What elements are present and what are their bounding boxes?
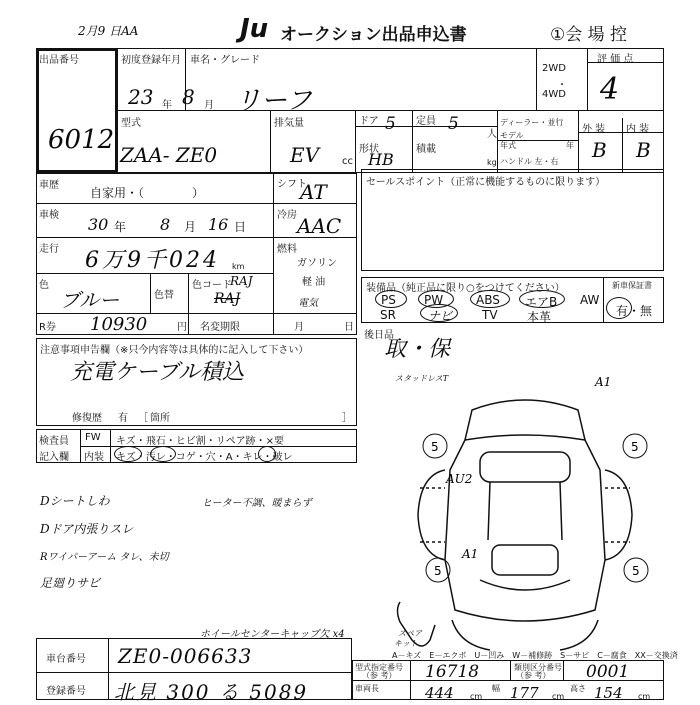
equip-aw: AW — [580, 293, 600, 307]
equip-airbag: エアB — [525, 295, 558, 309]
r-ticket-label: R券 — [39, 322, 56, 333]
equip-navi-circle — [420, 304, 458, 322]
2wd-label: 2WD — [542, 63, 566, 74]
lot-number-label: 出品番号 — [39, 55, 79, 66]
damage-legend: A－キズ E－エクボ U－凹み W－補修跡 S－サビ C－腐食 XX－交換済 — [392, 651, 678, 660]
equip-navi-mark: ナビ — [428, 309, 453, 323]
equip-airbag-circle — [519, 290, 565, 308]
displacement-label: 排気量 — [274, 118, 304, 129]
equip-ps: PS — [381, 293, 396, 307]
type-designation-label: 型式指定番号 — [355, 663, 403, 672]
color-label: 色 — [39, 280, 49, 291]
repair-yes: 有 — [118, 413, 128, 424]
load-label: 積載 — [416, 144, 436, 155]
sales-point-label: セールスポイント（正常に機能するものに限ります） — [366, 177, 606, 188]
car-name-label: 車名・グレード — [190, 55, 260, 66]
equip-leather: 本革 — [527, 310, 552, 324]
date-text: 2月9 日AA — [78, 24, 139, 38]
category-label: 類別区分番号 — [514, 663, 562, 672]
width-label: 幅 — [492, 684, 500, 693]
entry-label: 記入欄 — [39, 452, 69, 463]
category-value: 0001 — [586, 662, 630, 682]
color-change-label: 色替 — [154, 290, 174, 301]
damage-mark-a1-top: A1 — [595, 375, 612, 389]
shift-value: AT — [300, 180, 327, 204]
history-label: 車歴 — [39, 180, 59, 191]
lot-number-value: 6012 — [48, 125, 115, 155]
mileage-value: 6万9千024 — [85, 248, 220, 273]
chassis-value: ZE0-006633 — [118, 644, 253, 668]
warranty-options: 有・無 — [616, 304, 653, 318]
shape-value: HB — [368, 150, 394, 169]
score-value: 4 — [600, 72, 620, 107]
doors-label: ドア — [359, 116, 379, 127]
displacement-value: EV — [290, 143, 320, 167]
equip-sr: SR — [380, 308, 396, 322]
inspection-year: 30 — [88, 215, 109, 234]
int-label: 内装 — [84, 452, 104, 463]
notes-value: 充電ケーブル積込 — [70, 360, 245, 385]
damage-mark-a1-bottom: A1 — [462, 547, 479, 561]
exterior-grade: B — [592, 138, 607, 162]
car-damage-diagram — [380, 370, 670, 660]
remark-5: ヒーター不調、暖まらず — [202, 498, 312, 509]
int-items: キズ・汚レ・コゲ・穴・A・キレ・破レ — [116, 452, 293, 463]
car-name-value: リーフ — [235, 86, 312, 116]
first-reg-label: 初度登録年月 — [121, 55, 181, 66]
remark-2: Dドア内張りスレ — [40, 522, 134, 536]
tire-rear-left-tread: 5 — [434, 564, 442, 578]
first-reg-year: 23 — [128, 85, 154, 109]
notes-label: 注意事項申告欄（※只今内容等は具体的に記入して下さい） — [40, 345, 309, 356]
repair-place-label: 箇所 — [150, 413, 170, 424]
remark-4: 足廻りサビ — [40, 576, 101, 590]
r-ticket-value: 10930 — [90, 314, 148, 335]
shape-label: 形状 — [359, 144, 379, 155]
height-value: 154 — [594, 684, 623, 702]
score-label: 評 価 点 — [597, 54, 634, 65]
shift-label: シフト — [277, 179, 307, 190]
remark-1: Dシートしわ — [40, 494, 110, 508]
tire-front-left-tread: 5 — [431, 440, 439, 454]
inspector-label: 検査員 — [39, 436, 69, 447]
dealer-import-label: ディーラー・並行 — [500, 118, 564, 127]
venue-copy-label: ①会 場 控 — [550, 25, 628, 45]
equip-abs-circle — [470, 290, 510, 308]
fuel-label: 燃料 — [277, 244, 297, 255]
doors-value: 5 — [385, 114, 396, 134]
inspection-month: 8 — [160, 215, 171, 234]
fuel-gasoline: ガソリン — [297, 258, 337, 269]
equip-pw: PW — [424, 293, 444, 307]
type-designation-value: 16718 — [425, 662, 480, 682]
remark-8: スペア — [398, 629, 422, 638]
model-value: ZAA- ZE0 — [120, 143, 218, 167]
inspection-day: 16 — [208, 215, 229, 234]
name-change-label: 名変期限 — [200, 322, 240, 333]
handle-label: ハンドル 左・右 — [500, 157, 559, 166]
tire-front-right-tread: 5 — [631, 440, 639, 454]
ju-logo: Ju — [240, 14, 269, 44]
interior-label: 内 装 — [626, 124, 650, 135]
height-label: 高さ — [570, 684, 586, 693]
remark-7: キット — [394, 639, 418, 648]
first-reg-month: 8 — [182, 85, 195, 109]
exterior-label: 外 装 — [582, 124, 606, 135]
repair-history-label: 修復歴 — [72, 413, 102, 424]
chassis-label: 車台番号 — [46, 654, 86, 665]
after-fit-value: 取・保 — [384, 337, 451, 362]
fuel-other-value: 電気 — [298, 298, 318, 309]
width-value: 177 — [510, 684, 539, 702]
color-value: ブルー — [60, 288, 120, 312]
length-label: 車両長 — [355, 684, 379, 693]
damage-mark-au2: AU2 — [446, 472, 473, 486]
reg-number-label: 登録番号 — [46, 686, 86, 697]
warranty-yes-circle — [606, 297, 632, 319]
fuel-diesel: 軽 油 — [302, 277, 326, 288]
warranty-label: 新車保証書 — [612, 281, 652, 290]
model-label: 型式 — [121, 118, 141, 129]
form-title: オークション出品申込書 — [280, 25, 467, 45]
color-code-label: 色コード — [192, 280, 232, 291]
equip-ps-circle — [375, 290, 407, 308]
tire-rear-right-tread: 5 — [632, 564, 640, 578]
equipment-label: 装備品（純正品に限り○をつけてください） — [366, 283, 565, 294]
after-fit-label: 後日品 — [364, 330, 394, 341]
capacity-label: 定員 — [416, 116, 436, 127]
interior-grade: B — [636, 138, 651, 162]
4wd-label: 4WD — [542, 89, 566, 100]
ac-label: 冷房 — [277, 210, 297, 221]
length-value: 444 — [425, 684, 454, 702]
studless-note: スタッドレスT — [395, 374, 449, 383]
equip-abs: ABS — [476, 293, 500, 307]
fw-label: FW — [85, 432, 101, 443]
equip-tv: TV — [482, 308, 498, 322]
remark-3: Rワイパーアーム タレ、未切 — [40, 552, 169, 563]
remark-6: ホイールセンターキャップ欠 x4 — [200, 629, 345, 640]
mileage-label: 走行 — [39, 244, 59, 255]
history-options: 自家用・（ ） — [90, 186, 205, 200]
reg-number-value: 北見 300 る 5089 — [114, 680, 309, 704]
fw-items: キズ・飛石・ヒビ割・リペア跡・×要 — [116, 436, 284, 447]
capacity-value: 5 — [448, 114, 459, 134]
inspection-label: 車検 — [39, 210, 59, 221]
color-code-value: RAJ — [214, 291, 241, 307]
ac-value: AAC — [297, 214, 342, 238]
